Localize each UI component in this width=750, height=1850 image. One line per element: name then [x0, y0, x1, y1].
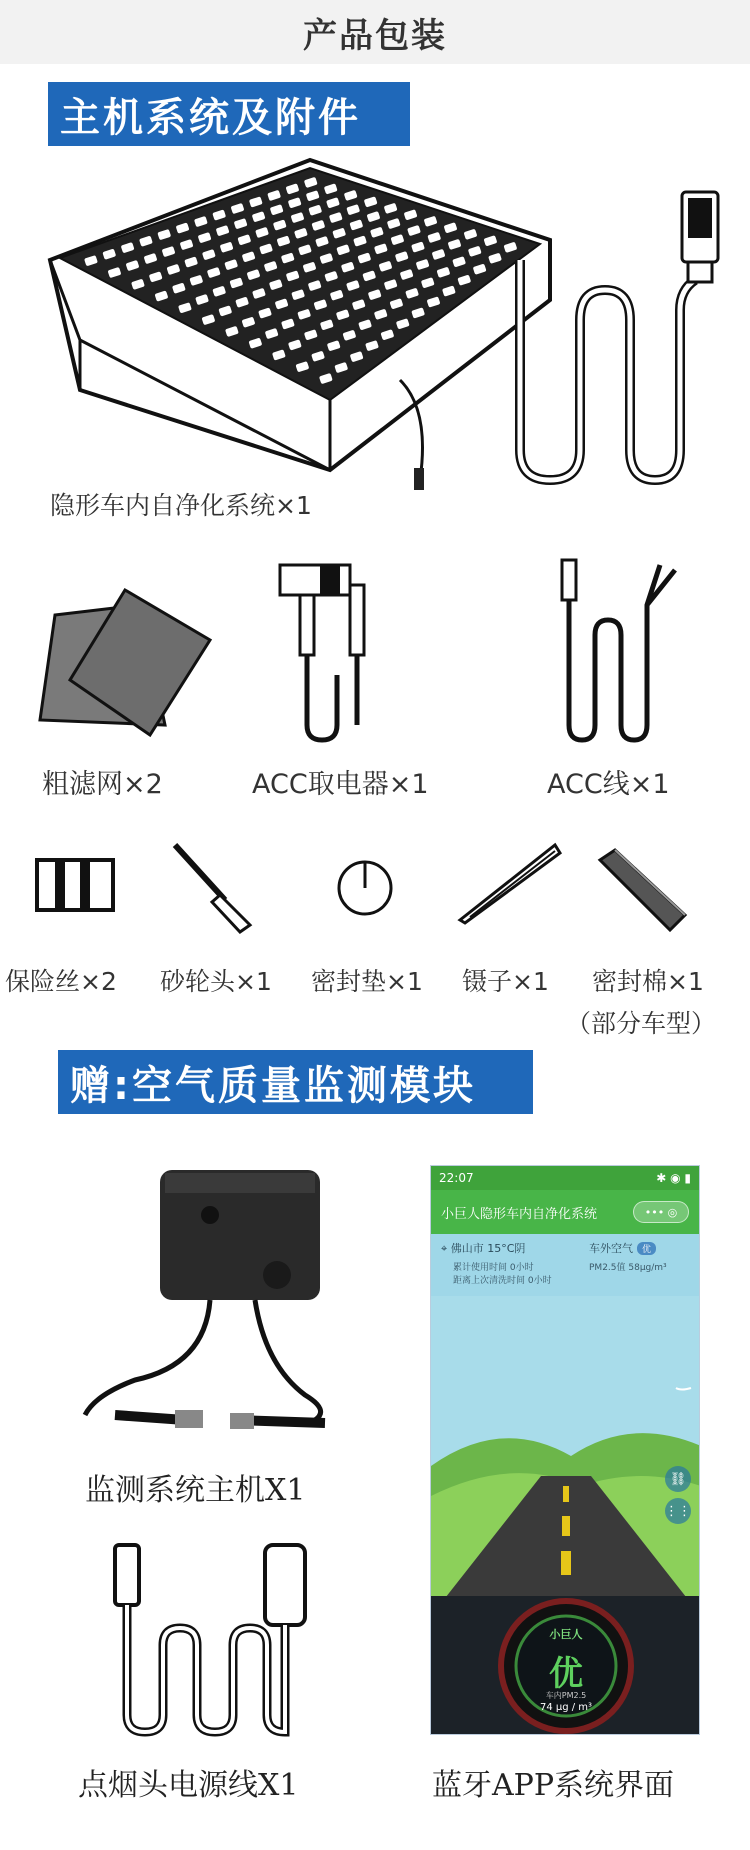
caption-grinding-head: 砂轮头×1 [160, 967, 272, 996]
section-banner-gift-module [58, 1050, 533, 1114]
lighter-cable-illustration [105, 1540, 325, 1740]
caption-fuse: 保险丝×2 [5, 967, 117, 996]
phone-status-bar [431, 1166, 699, 1190]
caption-partial-models-note: （部分车型） [566, 1009, 717, 1038]
caption-app-interface: 蓝牙APP系统界面 [432, 1768, 675, 1803]
grinding-head-icon [170, 840, 260, 935]
caption-sealing-foam: 密封棉×1 [592, 967, 704, 996]
acc-power-adapter-icon [270, 555, 390, 745]
outside-air-badge: 优 [637, 1242, 656, 1255]
gauge-label: 车内PM2.5 [545, 1691, 587, 1700]
gauge-grade: 优 [549, 1654, 583, 1694]
caption-lighter-cable: 点烟头电源线X1 [78, 1768, 299, 1803]
app-phone-screenshot [430, 1165, 700, 1735]
section-title: 赠:空气质量监测模块 [70, 1062, 476, 1109]
purifier-unit-illustration [40, 150, 560, 490]
gauge-brand: 小巨人 [549, 1628, 583, 1641]
caption-monitor-host: 监测系统主机X1 [85, 1473, 306, 1508]
gauge-value: 74 μg / m³ [539, 1702, 593, 1713]
status-time: 22:07 [439, 1171, 474, 1185]
sealing-foam-icon [595, 840, 690, 935]
app-title: 小巨人隐形车内自净化系统 [441, 1206, 598, 1222]
section-banner-main-system [48, 82, 410, 146]
app-title-bar [431, 1190, 699, 1234]
air-info-panel [431, 1234, 700, 1304]
caption-acc-wire: ACC线×1 [547, 769, 670, 800]
caption-coarse-filter: 粗滤网×2 [42, 769, 163, 800]
section-title: 主机系统及附件 [60, 94, 361, 141]
link-icon[interactable]: ⛓ [665, 1466, 691, 1492]
coarse-filter-icon [30, 585, 220, 745]
page-header [0, 0, 750, 64]
clean-time: 距离上次清洗时间 0小时 [453, 1276, 552, 1286]
outside-air: 车外空气 优 [589, 1240, 656, 1256]
outside-pm: PM2.5值 58μg/m³ [589, 1263, 667, 1273]
monitor-host-illustration [55, 1165, 385, 1455]
usage-time: 累计使用时间 0小时 [453, 1263, 534, 1273]
tweezers-icon [455, 835, 565, 925]
miniapp-menu-button[interactable]: ••• ◎ [633, 1201, 689, 1223]
main-cable-illustration [510, 180, 730, 500]
acc-wire-icon [550, 545, 690, 745]
caption-tweezers: 镊子×1 [462, 967, 549, 996]
grid-menu-icon[interactable]: ⋮⋮ [665, 1498, 691, 1524]
fuse-icon [35, 855, 115, 920]
caption-seal-gasket: 密封垫×1 [311, 967, 423, 996]
seal-gasket-icon [335, 858, 395, 918]
page-title: 产品包装 [303, 15, 447, 56]
main-unit-caption: 隐形车内自净化系统×1 [50, 491, 312, 520]
status-icons: ✱ ◉ ▮ [656, 1171, 691, 1185]
location-pin-icon: ⌖ [441, 1242, 448, 1255]
caption-acc-adapter: ACC取电器×1 [252, 769, 429, 800]
location-text: ⌖ 佛山市 15°C阴 [441, 1242, 526, 1255]
